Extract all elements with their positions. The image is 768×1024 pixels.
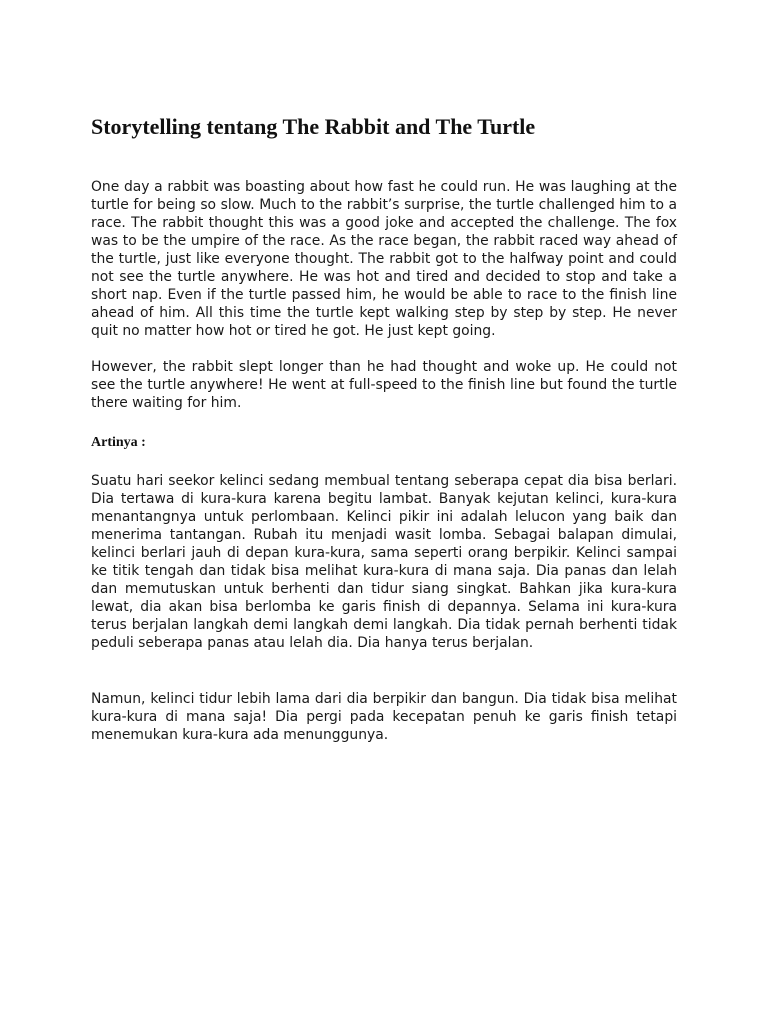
document-body bbox=[91, 108, 677, 744]
english-paragraph: One day a rabbit was boasting about how fast he could run. He was laughing at the turtle for being so slow. Much to the rabbit’s surprise, the turtle challenged him to a race. The rabbit thought this was a good joke and accepted the challenge. The fox was to be the umpire of the race. As the race began, the rabbit raced way ahead of the turtle, just like everyone thought. The rabbit got to the halfway point and could not see the turtle anywhere. He was hot and tired and decided to stop and take a short nap. Even if the turtle passed him, he would be able to race to the finish line ahead of him. All this time the turtle kept walking step by step by step. He never quit no matter how hot or tired he got. He just kept going. bbox=[91, 179, 677, 339]
indonesian-paragraph: Suatu hari seekor kelinci sedang membual tentang seberapa cepat dia bisa berlari. Dia tertawa di kura-kura karena begitu lambat. Banyak kejutan kelinci, kura-kura menantangnya untuk perlombaan. Kelinci pikir ini adalah lelucon yang baik dan menerima tantangan. Rubah itu menjadi wasit lomba. Sebagai balapan dimulai, kelinci berlari jauh di depan kura-kura, sama seperti orang berpikir. Kelinci sampai ke titik tengah dan tidak bisa melihat kura-kura di mana saja. Dia panas dan lelah dan memutuskan untuk berhenti dan tidur siang singkat. Bahkan jika kura-kura lewat, dia akan bisa berlomba ke garis finish di depannya. Selama ini kura-kura terus berjalan langkah demi langkah demi langkah. Dia tidak pernah berhenti tidak peduli seberapa panas atau lelah dia. Dia hanya terus berjalan. bbox=[91, 473, 677, 651]
document-title: Storytelling tentang The Rabbit and The Turtle bbox=[91, 114, 536, 139]
indonesian-paragraph: Namun, kelinci tidur lebih lama dari dia berpikir dan bangun. Dia tidak bisa melihat kura-kura di mana saja! Dia pergi pada kecepatan penuh ke garis finish tetapi menemukan kura-kura ada menunggunya. bbox=[91, 691, 677, 743]
translation-heading: Artinya : bbox=[91, 435, 146, 450]
english-paragraph: However, the rabbit slept longer than he had thought and woke up. He could not see the turtle anywhere! He went at full-speed to the finish line but found the turtle there waiting for him. bbox=[91, 359, 677, 411]
